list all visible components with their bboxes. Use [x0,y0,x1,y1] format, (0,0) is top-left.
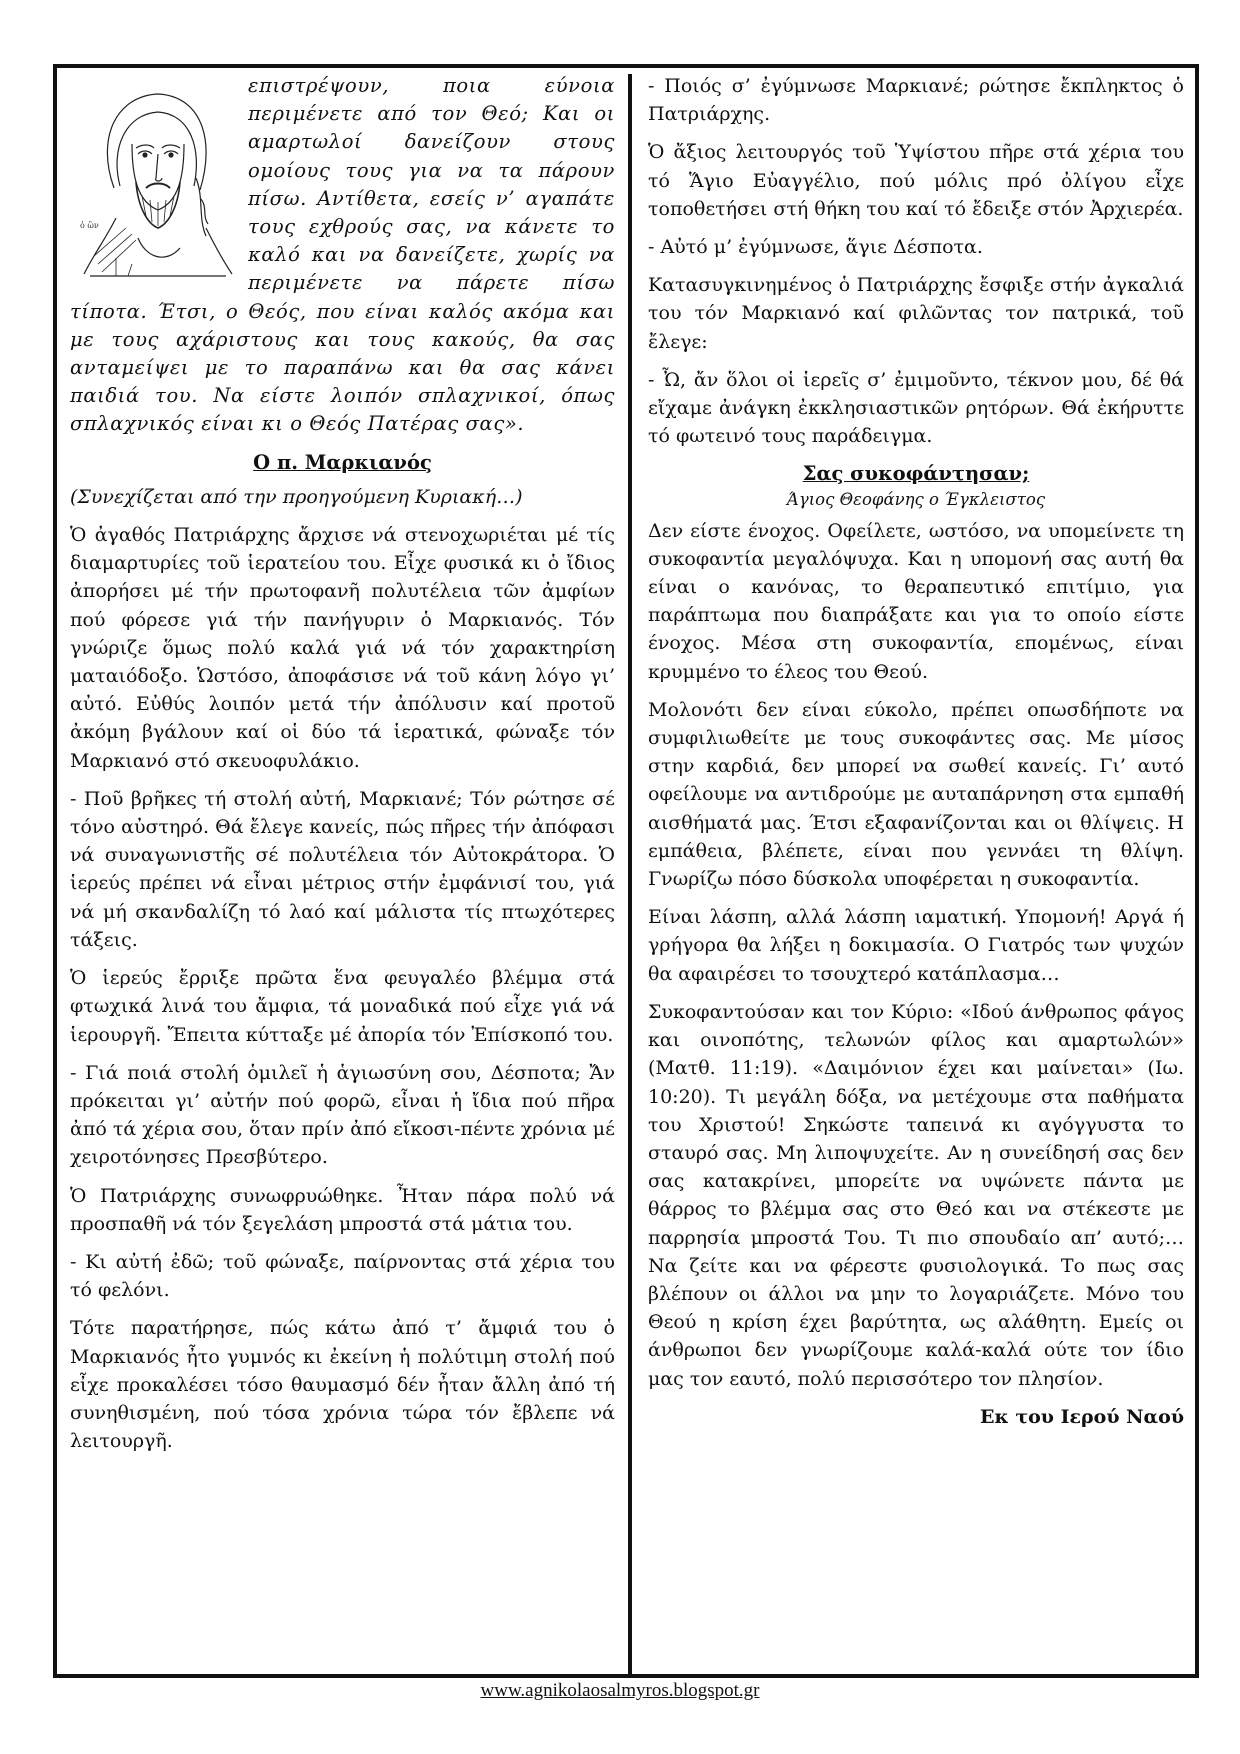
continuation-note: (Συνεχίζεται από την προηγούμενη Κυριακή…) [70,485,523,508]
story-paragraph: Ὁ ἱερεύς ἔρριξε πρῶτα ἕνα φευγαλέο βλέμμα στά φτωχικά λινά του ἄμφια, τά μοναδικά πού εἶχε γιά νά ἱερουργῆ. Ἔπειτα κύτταξε μέ ἀπορία τόν Ἐπίσκοπό του. [70,967,615,1046]
story-paragraph: - Ποῦ βρῆκες τή στολή αὐτή, Μαρκιανέ; Τόν ρώτησε σέ τόνο αὐστηρό. Θά ἔλεγε κανείς, πώς πῆρες τήν ἀπόφασι νά συναγωνιστῆς σέ πολυτέλεια τόν Αὐτοκράτορα. Ὁ ἱερεύς πρέπει νά εἶναι μέτριος στήν ἐμφάνισί του, γιά νά μή σκανδαλίζη τό λαό καί μάλιστα τίς πτωχότερες τάξεις. [70,787,615,951]
story-paragraph: - Κι αὐτή ἐδῶ; τοῦ φώναξε, παίρνοντας στά χέρια του τό φελόνι. [70,1250,615,1302]
story-paragraph: Ὁ Πατριάρχης συνωφρυώθηκε. Ἦταν πάρα πολύ νά προσπαθῆ νά τόν ξεγελάση μπροστά στά μάτια του. [70,1184,615,1235]
intro-paragraph: επιστρέψουν, ποια εύνοια περιμένετε από τον Θεό; Και οι αμαρτωλοί δανείζουν στους ομοίους τους για να τα πάρουν πίσω. Αντίθετα, εσείς ν’ αγαπάτε τους εχθρούς σας, να κάνετε το καλό και να δανείζετε, χωρίς να περιμένετε να πάρετε πίσω τίποτα. Έτσι, ο Θεός, που είναι καλός ακόμα και με τους αχάριστους και τους κακούς, θα σας ανταμείψει με το παραπάνω και θα σας κάνει παιδιά του. Να είστε λοιπόν σπλαχνικοί, όπως σπλαχνικός είναι κι ο Θεός Πατέρας σας». [70,74,615,436]
story-paragraph: Κατασυγκινημένος ὁ Πατριάρχης ἔσφιξε στήν ἀγκαλιά του τόν Μαρκιανό καί φιλῶντας τον πατρικά, τοῦ ἔλεγε: [648,274,1184,353]
svg-text:ὁ ὢν: ὁ ὢν [80,221,99,230]
article-paragraph: Συκοφαντούσαν και τον Κύριο: «Ιδού άνθρωπος φάγος και οινοπότης, τελωνών φίλος και αμαρτωλών» (Ματθ. 11:19). «Δαιμόνιον έχει και μαίνεται» (Ιω. 10:20). Τι μεγάλη δόξα, να μετέχουμε στα παθήματα του Χριστού! Σηκώστε ταπεινά κι αγόγγυστα το σταυρό σας. Μη λιποψυχείτε. Αν η συνείδησή σας δεν σας κατακρίνει, μπορείτε να υψώνετε πάντα με θάρρος το βλέμμα σας στο Θεό και να στέκεστε με παρρησία μπροστά Του. Τι πιο σπουδαίο απ’ αυτό;… Να ζείτε και να φέρεστε φυσιολογικά. Το πως σας βλέπουν οι άλλοι να μην το λογαριάζετε. Μόνο του Θεού η κρίση έχει βαρύτητα, ως αλάθητη. Εμείς οι άνθρωποι δεν γνωρίζουμε καλά-καλά ούτε τον ίδιο μας τον εαυτό, πολύ περισσότερο τον πλησίον. [648,1000,1184,1390]
column-divider [628,74,632,1674]
website-link[interactable]: www.agnikolaosalmyros.blogspot.gr [480,1680,760,1701]
section-author: Άγιος Θεοφάνης ο Έγκλειστος [786,489,1046,509]
article-paragraph: Δεν είστε ένοχος. Οφείλετε, ωστόσο, να υπομείνετε τη συκοφαντία μεγαλόψυχα. Και η υπομονή σας αυτή θα είναι ο κανόνας, το θεραπευτικό επιτίμιο, για παράπτωμα που διαπράξατε και για το οποίο είστε ένοχος. Μέσα στη συκοφαντία, επομένως, είναι κρυμμένο το έλεος του Θεού. [648,519,1184,683]
story-paragraph: Ὁ ἀγαθός Πατριάρχης ἄρχισε νά στενοχωριέται μέ τίς διαμαρτυρίες τοῦ ἱερατείου του. Εἶχε φυσικά κι ὁ ἴδιος ἀπορήσει μέ τήν πρωτοφανῆ πολυτέλεια τῶν ἀμφίων πού φόρεσε γιά τήν πανήγυριν ὁ Μαρκιανός. Τόν γνώριζε ὅμως πολύ καλά γιά νά τόν χαρακτηρίση ματαιόδοξο. Ὡστόσο, ἀποφάσισε νά τοῦ κάνη λόγο γι’ αὐτό. Εὐθύς λοιπόν μετά τήν ἀπόλυσιν καί προτοῦ ἀκόμη βγάλουν καί οἱ δύο τά ἱερατικά, φώναξε τόν Μαρκιανό στό σκευοφυλάκιο. [70,524,615,772]
story-paragraph: - Ποιός σ’ ἐγύμνωσε Μαρκιανέ; ρώτησε ἔκπληκτος ὁ Πατριάρχης. [648,75,1184,126]
section-title-markianos: Ο π. Μαρκιανός [253,450,432,474]
story-paragraph: - Ὦ, ἄν ὅλοι οἱ ἱερεῖς σ’ ἐμιμοῦντο, τέκνον μου, δέ θά εἴχαμε ἀνάγκη ἐκκλησιαστικῶν ρητόρων. Θά ἐκήρυττε τό φωτεινό τους παράδειγμα. [648,368,1184,448]
footer [0,1680,1240,1702]
right-column [648,72,1184,1441]
story-paragraph: - Γιά ποιά στολή ὁμιλεῖ ἡ ἁγιωσύνη σου, Δέσποτα; Ἄν πρόκειται γι’ αὐτήν πού φορῶ, εἶναι ἡ ἴδια πού πῆρα ἀπό τά χέρια σου, ὅταν πρίν ἀπό εἴκοσι-πέντε χρόνια μέ χειροτόνησες Πρεσβύτερο. [70,1061,615,1169]
story-paragraph: - Αὐτό μ’ ἐγύμνωσε, ἅγιε Δέσποτα. [648,236,983,259]
left-column [70,72,615,1465]
article-paragraph: Μολονότι δεν είναι εύκολο, πρέπει οπωσδήποτε να συμφιλιωθείτε με τους συκοφάντες σας. Με μίσος στην καρδιά, δεν μπορεί να σωθεί κανείς. Γι’ αυτό οφείλουμε να αντιδρούμε με αυταπάρνηση στα εμπαθή αισθήματά μας. Έτσι εξαφανίζονται και οι θλίψεις. Η εμπάθεια, βλέπετε, είναι που γεννάει τη θλίψη. Γνωρίζω πόσο δύσκολα υποφέρεται η συκοφαντία. [648,698,1184,891]
signature: Εκ του Ιερού Ναού [980,1405,1184,1428]
christ-icon [76,78,236,278]
article-paragraph: Είναι λάσπη, αλλά λάσπη ιαματική. Υπομονή! Αργά ή γρήγορα θα λήξει η δοκιμασία. Ο Γιατρός των ψυχών θα αφαιρέσει το τσουχτερό κατάπλασμα… [648,906,1184,985]
section-title-slander: Σας συκοφάντησαν; [802,462,1030,486]
story-paragraph: Τότε παρατήρησε, πώς κάτω ἀπό τ’ ἄμφιά του ὁ Μαρκιανός ἦτο γυμνός κι ἐκείνη ἡ πολύτιμη στολή πού εἶχε προκαλέσει τόσο θαυμασμό δέν ἦταν ἄλλη ἀπό τή συνηθισμένη, πού τόσα χρόνια τώρα τόν ἔβλεπε νά λειτουργῆ. [70,1317,615,1453]
story-paragraph: Ὁ ἄξιος λειτουργός τοῦ Ὑψίστου πῆρε στά χέρια του τό Ἅγιο Εὐαγγέλιο, πού μόλις πρό ὀλίγου εἶχε τοποθετήσει στή θήκη του καί τό ἔδειξε στόν Ἀρχιερέα. [648,141,1184,220]
